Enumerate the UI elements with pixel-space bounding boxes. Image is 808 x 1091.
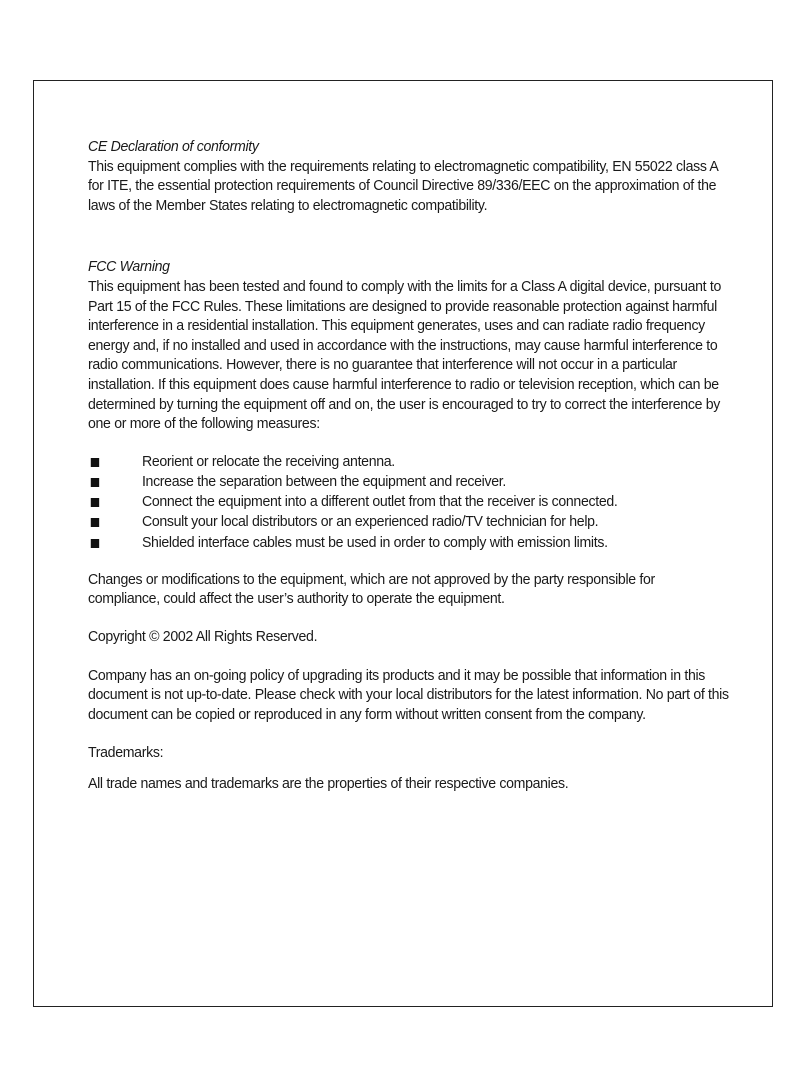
ce-heading: CE Declaration of conformity <box>88 138 259 155</box>
fcc-body-text: This equipment has been tested and found to comply with the limits for a Class A digital device, pursuant to Part 15 of the FCC Rules. These limitations are designed to provide reasonable protection against harmful interference in a residential installation. This equipment generates, uses and can radiate radio frequency energy and, if no installed and used in accordance with the instructions, may cause harmful interference to radio communications. However, there is no guarantee that interference will not occur in a particular installation. If this equipment does cause harmful interference to radio or television reception, which can be determined by turning the equipment off and on, the user is encouraged to try to correct the interference by one or more of the following measures: <box>88 277 721 433</box>
measure-text: Increase the separation between the equipment and receiver. <box>141 472 506 490</box>
list-item <box>88 452 730 472</box>
copyright-notice: Copyright © 2002 All Rights Reserved. <box>88 627 318 645</box>
trademarks-label: Trademarks: <box>88 744 164 762</box>
trademarks-text: All trade names and trademarks are the properties of their respective companies. <box>88 774 569 792</box>
square-bullet-icon <box>91 458 99 467</box>
list-item <box>88 472 730 492</box>
measure-text: Shielded interface cables must be used in order to comply with emission limits. <box>141 533 608 551</box>
document-body <box>88 137 730 793</box>
list-item <box>88 492 730 512</box>
measures-list <box>88 452 730 553</box>
list-item <box>88 512 730 532</box>
square-bullet-icon <box>91 539 99 548</box>
fcc-warning-section <box>88 257 730 552</box>
square-bullet-icon <box>91 518 99 527</box>
ce-declaration-section <box>88 137 730 215</box>
measure-text: Connect the equipment into a different outlet from that the receiver is connected. <box>141 493 618 511</box>
measure-text: Reorient or relocate the receiving antenna. <box>141 452 395 470</box>
square-bullet-icon <box>91 498 99 507</box>
fcc-heading: FCC Warning <box>88 258 170 276</box>
square-bullet-icon <box>91 478 99 487</box>
measure-text: Consult your local distributors or an experienced radio/TV technician for help. <box>141 513 599 531</box>
ce-body-text: This equipment complies with the requirements relating to electromagnetic compatibility, EN 55022 class A for ITE, the essential protection requirements of Council Directive 89/336/EEC on the approximation of the laws of the Member States relating to electromagnetic compatibility. <box>88 157 718 214</box>
changes-paragraph: Changes or modifications to the equipment, which are not approved by the party responsible for compliance, could affect the user’s authority to operate the equipment. <box>88 570 655 608</box>
list-item <box>88 533 730 553</box>
company-policy-paragraph: Company has an on-going policy of upgrading its products and it may be possible that information in this document is not up-to-date. Please check with your local distributors for the latest information. No part of this document can be copied or reproduced in any form without written consent from the company. <box>88 666 729 723</box>
